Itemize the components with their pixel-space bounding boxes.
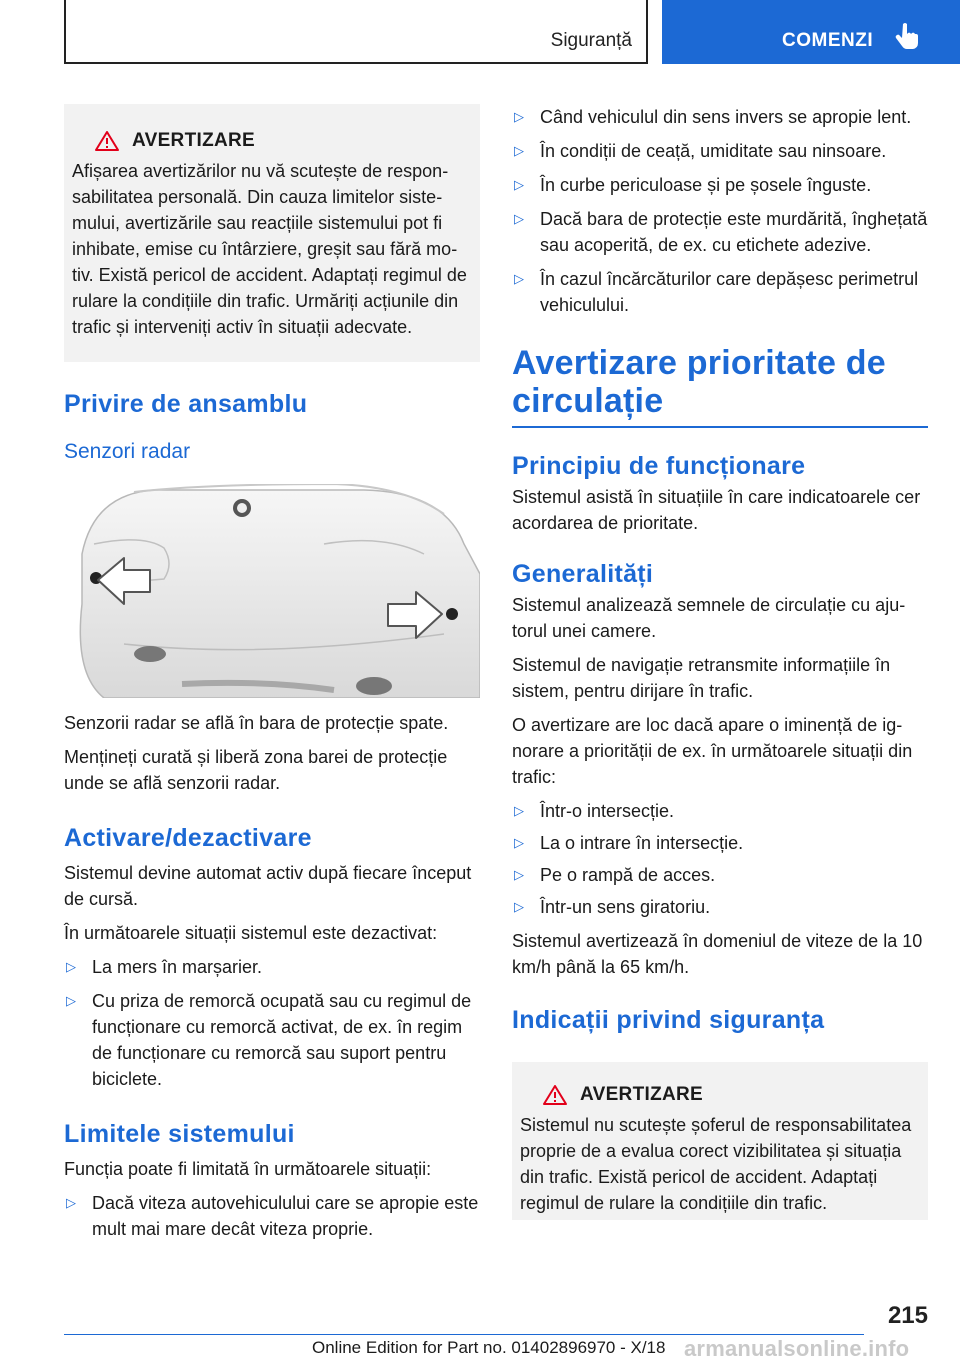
hand-pointer-icon — [894, 22, 920, 55]
warning-text: Sistemul nu scutește șoferul de responsabilitatea proprie de a evalua corect vizibilitatea și situația din trafic. Există pericol de accident. Adaptați regimul de rulare la condițiile din trafic. — [520, 1115, 912, 1213]
triangle-bullet-icon: ▷ — [66, 993, 76, 1008]
limits-paragraph-1: Funcția poate fi limitată în următoarele situații: — [64, 1159, 432, 1179]
overview-heading: Privire de ansamblu — [64, 390, 308, 418]
general-paragraph-1: Sistemul analizează semnele de circulație cu ajutorul unei camere. — [512, 595, 906, 641]
commands-nav-label: COMENZI — [782, 30, 874, 51]
warning-triangle-icon — [542, 1084, 568, 1106]
triangle-bullet-icon: ▷ — [514, 177, 524, 192]
warning-box — [64, 104, 480, 362]
warning-triangle-icon — [94, 130, 120, 152]
main-heading: Avertizare prioritate de circulație — [512, 344, 886, 420]
general-paragraph-2: Sistemul de navigație retransmite informațiile în sistem, pentru dirijare în trafic. — [512, 655, 891, 701]
triangle-bullet-icon: ▷ — [514, 211, 524, 226]
watermark: armanualsonline.info — [684, 1336, 910, 1361]
list-item: ▷ În condiții de ceață, umiditate sau ninsoare. — [512, 138, 928, 164]
warning-box — [512, 1062, 928, 1220]
list-item: ▷ În curbe periculoase și pe șosele înguste. — [512, 172, 928, 198]
list-item: ▷ Când vehiculul din sens invers se apropie lent. — [512, 104, 928, 130]
triangle-bullet-icon: ▷ — [514, 899, 524, 914]
right-column — [512, 104, 928, 1220]
list-item: ▷ Într-o intersecție. — [512, 798, 928, 824]
activation-paragraph-2: În următoarele situații sistemul este dezactivat: — [64, 923, 438, 943]
activation-heading: Activare/dezactivare — [64, 824, 312, 852]
list-item: ▷ La o intrare în intersecție. — [512, 830, 928, 856]
triangle-bullet-icon: ▷ — [66, 959, 76, 974]
principle-heading: Principiu de funcționare — [512, 452, 806, 480]
warning-title: AVERTIZARE — [580, 1084, 703, 1105]
list-item: ▷ Dacă bara de protecție este murdărită, înghețată sau acoperită, de ex. cu etichete adezive. — [512, 206, 928, 258]
section-title: Siguranță — [550, 30, 632, 51]
list-item: ▷ Dacă viteza autovehiculului care se apropie este mult mai mare decât viteza proprie. — [64, 1190, 480, 1242]
limits-list-continued — [512, 104, 928, 318]
warning-title: AVERTIZARE — [132, 130, 255, 151]
edition-text: Online Edition for Part no. 01402896970 - X/18 — [312, 1338, 666, 1357]
list-item: ▷ În cazul încărcăturilor care depășesc perimetrul vehiculului. — [512, 266, 928, 318]
limits-heading: Limitele sistemului — [64, 1120, 295, 1148]
radar-paragraph-2: Mențineți curată și liberă zona barei de protecție unde se află senzorii radar. — [64, 747, 448, 793]
rear-bumper-radar-figure — [64, 484, 480, 698]
general-paragraph-4: Sistemul avertizează în domeniul de viteze de la 10 km/h până la 65 km/h. — [512, 931, 923, 977]
left-column — [64, 104, 480, 1242]
list-item: ▷ La mers în marșarier. — [64, 954, 480, 980]
activation-list — [64, 954, 480, 1092]
triangle-bullet-icon: ▷ — [514, 835, 524, 850]
commands-nav-button[interactable] — [662, 0, 960, 64]
footer-rule — [64, 1334, 864, 1335]
general-paragraph-3: O avertizare are loc dacă apare o iminență de ignorare a priorității de ex. în următoarele situații din trafic: — [512, 715, 913, 787]
radar-heading: Senzori radar — [64, 440, 191, 463]
general-heading: Generalități — [512, 560, 654, 588]
list-item: ▷ Într-un sens giratoriu. — [512, 894, 928, 920]
triangle-bullet-icon: ▷ — [514, 143, 524, 158]
triangle-bullet-icon: ▷ — [66, 1195, 76, 1210]
triangle-bullet-icon: ▷ — [514, 803, 524, 818]
limits-list — [64, 1190, 480, 1242]
heading-rule — [512, 426, 928, 428]
list-item: ▷ Cu priza de remorcă ocupată sau cu regimul de funcționare cu remorcă activat, de ex. în regim de funcționare cu remorcă sau suport pentru biciclete. — [64, 988, 480, 1092]
safety-heading: Indicații privind siguranța — [512, 1006, 825, 1034]
general-list — [512, 798, 928, 920]
radar-paragraph-1: Senzorii radar se află în bara de protecție spate. — [64, 713, 449, 733]
header-section-tab — [64, 0, 648, 64]
triangle-bullet-icon: ▷ — [514, 271, 524, 286]
triangle-bullet-icon: ▷ — [514, 109, 524, 124]
principle-paragraph: Sistemul asistă în situațiile în care indicatoarele cer acordarea de prioritate. — [512, 487, 921, 533]
warning-text: Afișarea avertizărilor nu vă scutește de responsabilitatea personală. Din cauza limitelor sistemului, avertizările sau reacțiile sistemului pot fi inhibate, emise cu întârziere, greșit sau fără motiv. Există pericol de accident. Adaptați regimul de rulare la condițiile din trafic. Urmăriți acțiunile din trafic și interveniți activ în situații adecvate. — [72, 161, 467, 337]
activation-paragraph-1: Sistemul devine automat activ după fiecare început de cursă. — [64, 863, 472, 909]
page-number: 215 — [887, 1302, 928, 1329]
list-item: ▷ Pe o rampă de acces. — [512, 862, 928, 888]
triangle-bullet-icon: ▷ — [514, 867, 524, 882]
